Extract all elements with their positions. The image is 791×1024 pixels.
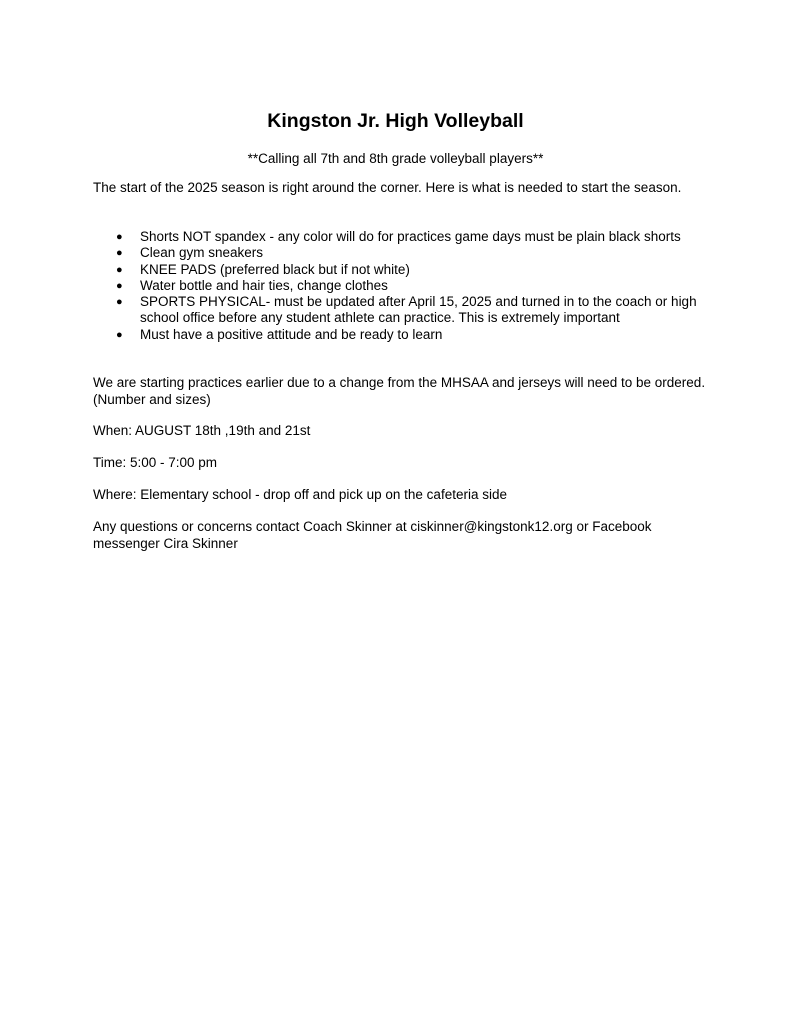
contact-paragraph: Any questions or concerns contact Coach Skinner at ciskinner@kingstonk12.org or Facebook messenger Cira Skinner [93,519,652,551]
when-line: When: AUGUST 18th ,19th and 21st [93,423,311,438]
list-item-text: Must have a positive attitude and be ready to learn [140,326,443,342]
list-item-text: Water bottle and hair ties, change clothes [140,277,388,293]
list-item [93,245,713,261]
list-item [93,278,713,294]
requirements-list [93,229,713,343]
bullet-icon: ● [116,231,123,243]
bullet-icon: ● [116,247,123,260]
intro-paragraph: The start of the 2025 season is right around the corner. Here is what is needed to start the season. [93,180,682,195]
page-title: Kingston Jr. High Volleyball [267,110,524,132]
bullet-icon: ● [116,328,123,341]
practice-note-paragraph: We are starting practices earlier due to a change from the MHSAA and jerseys will need to be ordered. (Number and sizes) [93,375,706,407]
list-item [93,294,713,327]
time-line: Time: 5:00 - 7:00 pm [93,455,218,470]
list-item-text: SPORTS PHYSICAL- must be updated after April 15, 2025 and turned in to the coach or high school office before any student athlete can practice. This is extremely important [140,294,697,326]
list-item-text: Clean gym sneakers [140,245,264,261]
where-line: Where: Elementary school - drop off and pick up on the cafeteria side [93,487,507,502]
bullet-icon: ● [116,279,123,292]
list-item-text: KNEE PADS (preferred black but if not white) [140,261,410,277]
list-item [93,262,713,278]
bullet-icon: ● [116,263,123,276]
bullet-icon: ● [116,296,123,309]
list-item-text: Shorts NOT spandex - any color will do for practices game days must be plain black shorts [140,229,681,244]
list-item [93,229,713,245]
page-subtitle: **Calling all 7th and 8th grade volleyball players** [247,151,544,166]
list-item [93,327,713,343]
